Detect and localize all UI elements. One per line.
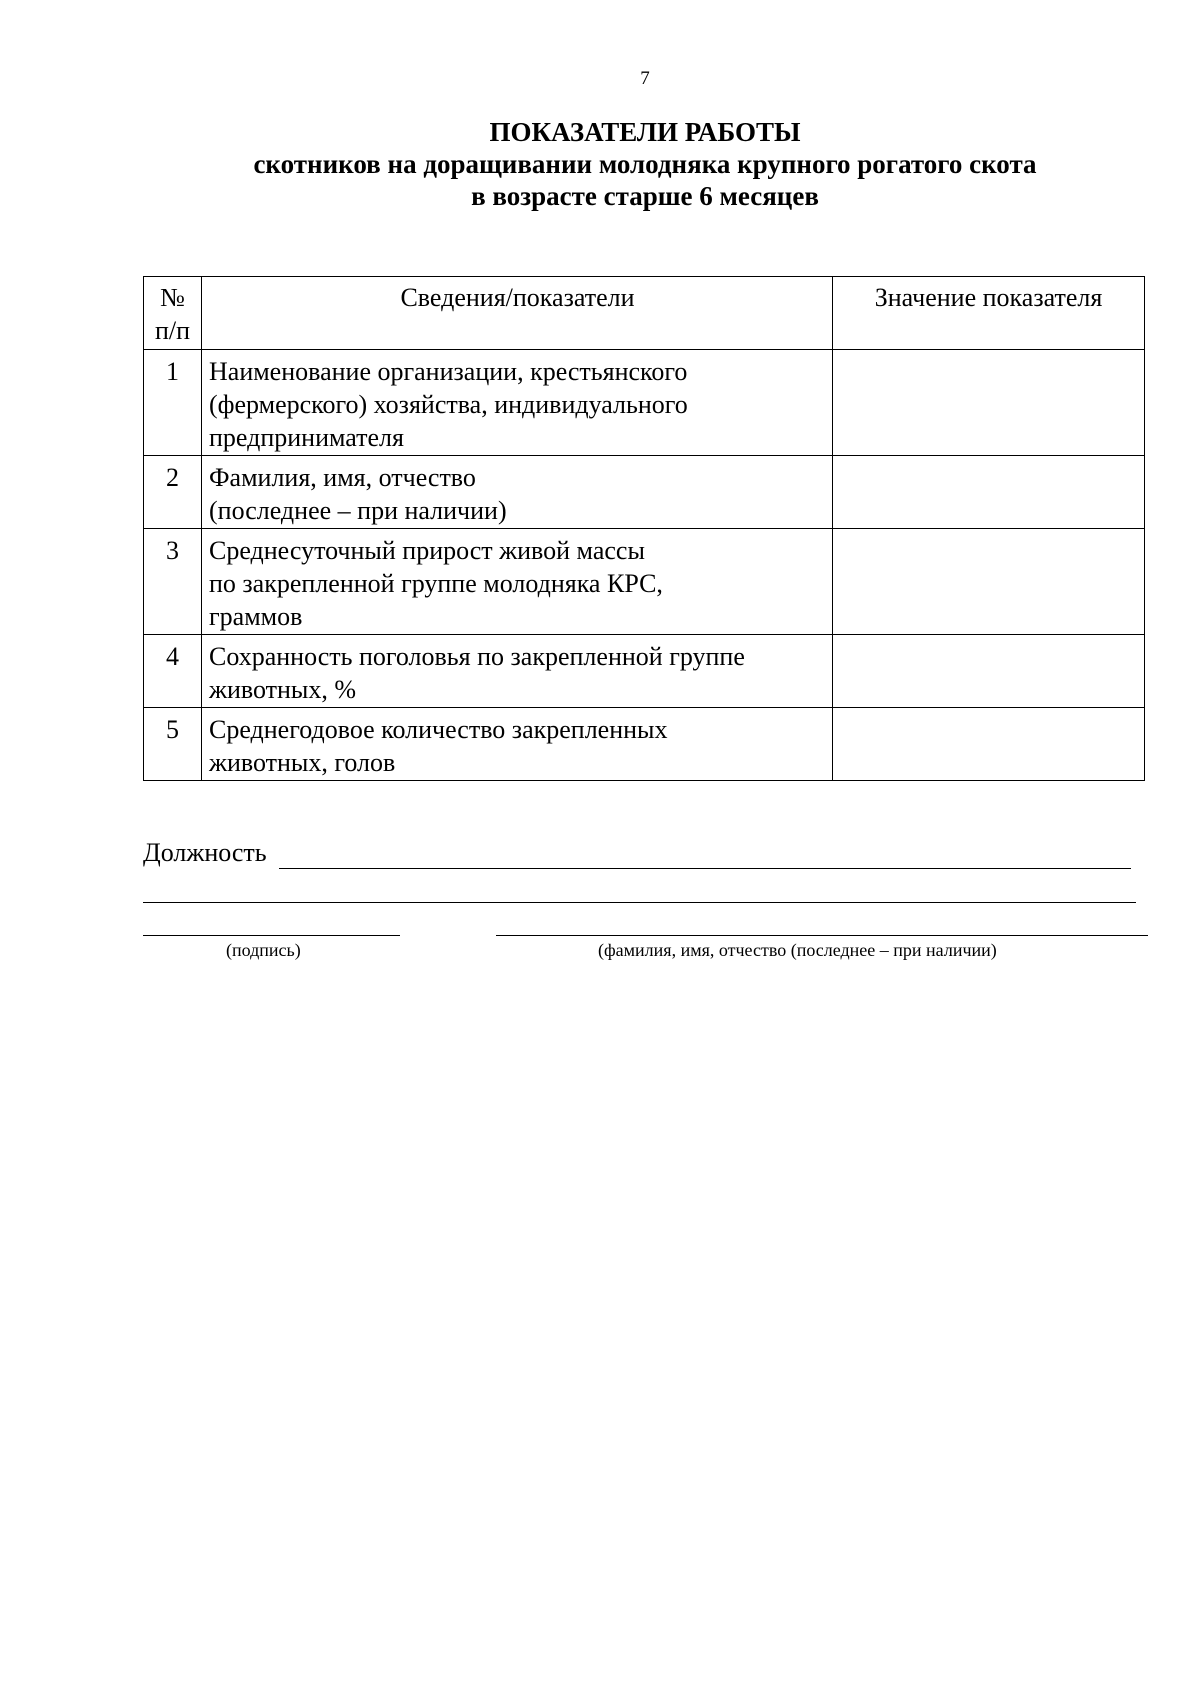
row-indicator-line: животных, % [209, 675, 357, 704]
row-number: 3 [144, 529, 202, 635]
position-label: Должность [143, 838, 267, 867]
row-indicator-line: Наименование организации, крестьянского [209, 357, 688, 386]
table-row [144, 708, 1145, 781]
header-value: Значение показателя [833, 277, 1145, 350]
row-indicator-line: Фамилия, имя, отчество [209, 463, 476, 492]
row-number: 1 [144, 350, 202, 456]
table-row [144, 456, 1145, 529]
header-number-line-1: № [160, 283, 185, 312]
row-number: 4 [144, 635, 202, 708]
row-value-cell[interactable] [833, 635, 1145, 708]
row-indicator [202, 635, 833, 708]
row-value-cell[interactable] [833, 529, 1145, 635]
row-indicator-line: граммов [209, 602, 303, 631]
full-name-line[interactable] [496, 935, 1148, 936]
row-value-cell[interactable] [833, 708, 1145, 781]
position-continuation-line[interactable] [143, 902, 1136, 903]
title-line-2: скотников на доращивании молодняка крупного рогатого скота [253, 149, 1037, 179]
row-indicator-line: (последнее – при наличии) [209, 496, 507, 525]
table-row [144, 635, 1145, 708]
row-value-cell[interactable] [833, 350, 1145, 456]
document-title [0, 116, 1200, 212]
row-indicator-line: (фермерского) хозяйства, индивидуального [209, 390, 688, 419]
full-name-caption: (фамилия, имя, отчество (последнее – при наличии) [598, 940, 997, 960]
title-line-1: ПОКАЗАТЕЛИ РАБОТЫ [489, 117, 801, 147]
row-indicator [202, 350, 833, 456]
row-indicator-line: по закрепленной группе молодняка КРС, [209, 569, 663, 598]
row-indicator [202, 529, 833, 635]
row-indicator-line: животных, голов [209, 748, 396, 777]
signature-caption: (подпись) [226, 940, 301, 960]
title-line-3: в возрасте старше 6 месяцев [471, 181, 819, 211]
signature-line[interactable] [143, 935, 400, 936]
row-indicator [202, 456, 833, 529]
header-info: Сведения/показатели [202, 277, 833, 350]
page-number: 7 [640, 68, 650, 89]
table-row [144, 529, 1145, 635]
row-indicator [202, 708, 833, 781]
header-number [144, 277, 202, 350]
table-header-row [144, 277, 1145, 350]
row-number: 2 [144, 456, 202, 529]
table-row [144, 350, 1145, 456]
row-indicator-line: предпринимателя [209, 423, 404, 452]
indicators-table [143, 276, 1145, 781]
row-value-cell[interactable] [833, 456, 1145, 529]
row-number: 5 [144, 708, 202, 781]
row-indicator-line: Среднегодовое количество закрепленных [209, 715, 668, 744]
position-field [143, 838, 1131, 872]
row-indicator-line: Среднесуточный прирост живой массы [209, 536, 645, 565]
position-input-line[interactable] [279, 868, 1131, 869]
table-body [144, 350, 1145, 781]
header-number-line-2: п/п [154, 316, 191, 345]
row-indicator-line: Сохранность поголовья по закрепленной группе [209, 642, 745, 671]
